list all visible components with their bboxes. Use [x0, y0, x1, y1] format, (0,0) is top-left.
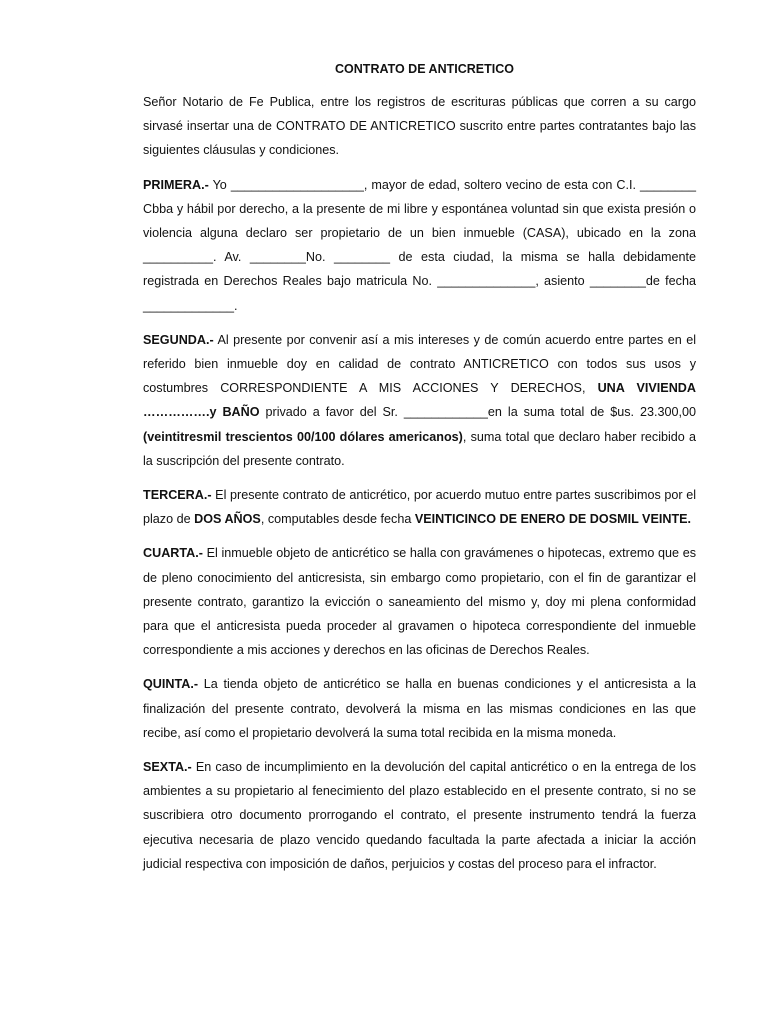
- clause-sexta: [143, 755, 696, 876]
- clause-primera: [143, 173, 696, 318]
- clause-tercera-bold-1: DOS AÑOS: [194, 512, 261, 527]
- intro-text: Señor Notario de Fe Publica, entre los registros de escrituras públicas que corren a su cargo sirvasé insertar una de CONTRATO DE ANTICRETICO suscrito entre partes contratantes bajo las siguientes cláusulas y condiciones.: [143, 95, 696, 158]
- clause-primera-heading: PRIMERA.-: [143, 177, 209, 192]
- clause-cuarta-heading: CUARTA.-: [143, 546, 203, 561]
- clause-cuarta-text: El inmueble objeto de anticrético se halla con gravámenes o hipotecas, extremo que es de pleno conocimiento del anticresista, sin embargo como propietario, con el fin de garantizar el presente contrato, garantizo la evicción o saneamiento del mismo y, doy mi plena conformidad para que el anticresista pueda proceder al gravamen o hipoteca correspondiente del inmueble correspondiente a mis acciones y derechos en las oficinas de Derechos Reales.: [143, 546, 696, 658]
- clause-segunda-bold-1: UNA VIVIENDA …………….y BAÑO: [143, 381, 696, 420]
- clause-segunda: [143, 328, 696, 473]
- clause-tercera: [143, 483, 696, 531]
- clause-primera-text: Yo ___________________, mayor de edad, soltero vecino de esta con C.I. ________ Cbba y hábil por derecho, a la presente de mi libre y espontánea voluntad sin que exista presión o violencia alguna declaro ser propietario de un bien inmueble (CASA), ubicado en la zona __________. Av. ________No. ________ de esta ciudad, la misma se halla debidamente registrada en Derechos Reales bajo matricula No. ______________, asiento ________de fecha _____________.: [143, 177, 696, 313]
- clause-quinta: [143, 672, 696, 745]
- clause-quinta-heading: QUINTA.-: [143, 677, 199, 692]
- intro-paragraph: [143, 90, 696, 163]
- clause-tercera-heading: TERCERA.-: [143, 488, 212, 503]
- clause-tercera-bold-2: VEINTICINCO DE ENERO DE DOSMIL VEINTE.: [414, 512, 692, 527]
- clause-tercera-text-1: El presente contrato de anticrético, por acuerdo mutuo entre partes suscribimos por el plazo de: [143, 488, 696, 527]
- clause-segunda-bold-2: (veintitresmil trescientos 00/100 dólares americanos): [143, 429, 463, 444]
- clause-sexta-heading: SEXTA.-: [143, 760, 192, 775]
- clause-sexta-text: En caso de incumplimiento en la devolución del capital anticrético o en la entrega de los ambientes a su propietario al fenecimiento del plazo establecido en el presente contrato, si no se suscribiera otro documento prorrogando el contrato, el presente instrumento tendrá la fuerza ejecutiva necesaria de plazo vencido quedando facultada la parte afectada a iniciar la acción judicial respectiva con imposición de daños, perjuicios y costas del proceso para el infractor.: [143, 760, 696, 871]
- document-title: CONTRATO DE ANTICRETICO: [335, 62, 514, 76]
- clause-tercera-text-2: , computables desde fecha: [260, 512, 415, 527]
- clause-cuarta: [143, 541, 696, 662]
- clause-quinta-text: La tienda objeto de anticrético se halla en buenas condiciones y el anticresista a la finalización del presente contrato, devolverá la misma en las mismas condiciones en las que recibe, así como el propietario devolverá la suma total recibida en la misma moneda.: [143, 677, 696, 740]
- clause-segunda-text-2: privado a favor del Sr. ____________en la suma total de $us. 23.300,00: [259, 405, 696, 420]
- clause-segunda-text-1: Al presente por convenir así a mis intereses y de común acuerdo entre partes en el referido bien inmueble doy en calidad de contrato ANTICRETICO con todos sus usos y costumbres CORRESPONDIENTE A MIS ACCIONES Y DERECHOS,: [143, 332, 696, 396]
- clause-segunda-text-3: , suma total que declaro haber recibido a la suscripción del presente contrato.: [143, 429, 696, 468]
- clause-segunda-heading: SEGUNDA.-: [143, 332, 214, 347]
